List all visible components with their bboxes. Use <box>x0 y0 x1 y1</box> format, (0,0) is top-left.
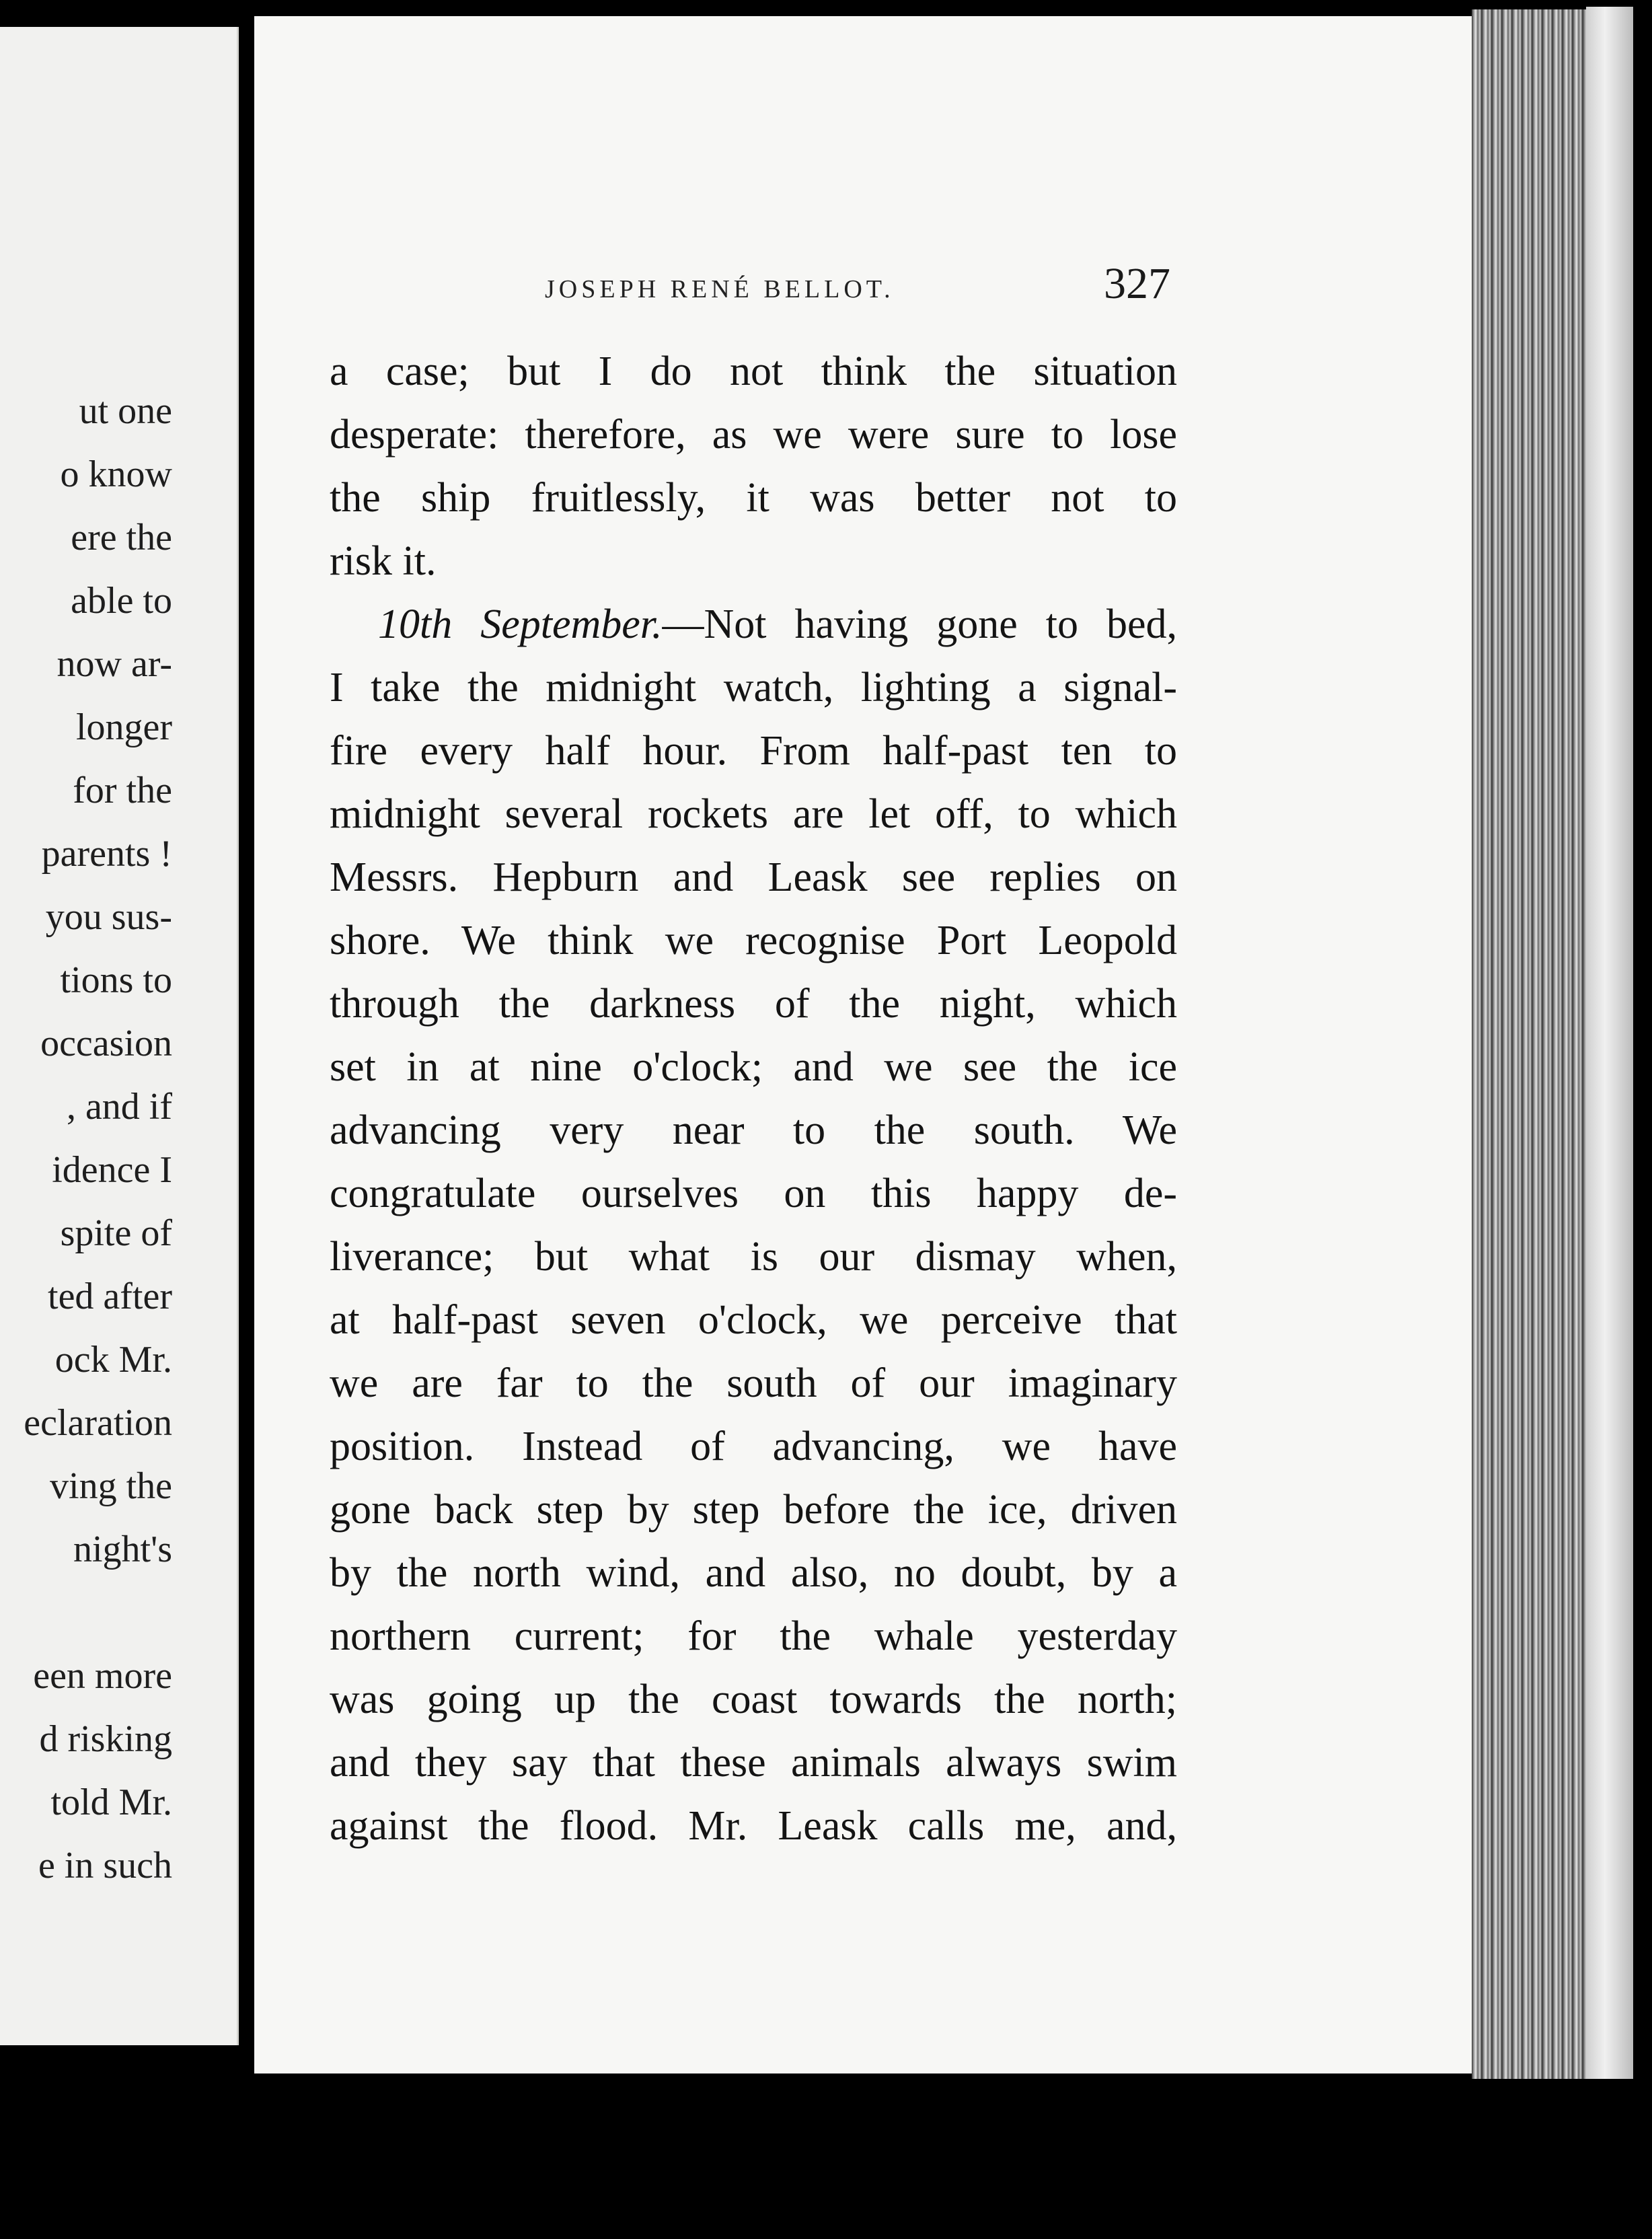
previous-page-line: o know <box>60 453 172 495</box>
previous-page-line: for the <box>73 770 172 811</box>
text-line: the ship fruitlessly, it was better not to <box>330 475 1177 521</box>
text-line: a case; but I do not think the situation <box>330 348 1177 394</box>
text-line: advancing very near to the south. We <box>330 1107 1177 1153</box>
previous-page-line: idence I <box>52 1149 172 1191</box>
previous-page-line: able to <box>71 580 172 622</box>
previous-page-line: tions to <box>60 959 172 1001</box>
body-text <box>330 340 1177 1858</box>
previous-page-line: now ar- <box>57 643 172 685</box>
text-line: congratulate ourselves on this happy de- <box>330 1171 1177 1216</box>
text-line: Messrs. Hepburn and Leask see replies on <box>330 854 1177 900</box>
text-line: by the north wind, and also, no doubt, by a <box>330 1550 1177 1596</box>
line-text: —Not having gone to bed, <box>662 601 1177 647</box>
book-cover-edge <box>1586 7 1633 2079</box>
previous-page-line: eclaration <box>24 1402 172 1444</box>
previous-page-line: ut one <box>79 390 172 432</box>
text-line: we are far to the south of our imaginary <box>330 1360 1177 1406</box>
text-line: shore. We think we recognise Port Leopold <box>330 918 1177 963</box>
text-line: through the darkness of the night, which <box>330 981 1177 1027</box>
text-line: at half-past seven o'clock, we perceive that <box>330 1297 1177 1343</box>
previous-page-line: longer <box>75 706 172 748</box>
text-line: position. Instead of advancing, we have <box>330 1424 1177 1469</box>
text-line: was going up the coast towards the north; <box>330 1677 1177 1722</box>
previous-page-text <box>0 379 172 1897</box>
previous-page-line: ere the <box>71 517 172 558</box>
running-head: JOSEPH RENÉ BELLOT. <box>545 275 895 303</box>
previous-page-line: occasion <box>40 1023 172 1064</box>
previous-page-fragment <box>0 27 239 2045</box>
text-line: northern current; for the whale yesterday <box>330 1613 1177 1659</box>
previous-page-line: spite of <box>60 1212 172 1254</box>
text-line: set in at nine o'clock; and we see the ice <box>330 1044 1177 1090</box>
text-line: risk it. <box>330 538 437 584</box>
text-line <box>330 593 1177 656</box>
text-line: fire every half hour. From half-past ten to <box>330 728 1177 774</box>
previous-page-line: ted after <box>48 1276 172 1317</box>
previous-page-line: d risking <box>39 1718 172 1760</box>
text-line: liverance; but what is our dismay when, <box>330 1234 1177 1280</box>
page-number: 327 <box>1104 259 1170 308</box>
previous-page-line: told Mr. <box>50 1782 172 1823</box>
book-fore-edge <box>1472 9 1586 2079</box>
previous-page-line: een more <box>33 1655 172 1697</box>
previous-page-line: , and if <box>66 1086 172 1128</box>
text-line: midnight several rockets are let off, to which <box>330 791 1177 837</box>
previous-page-line: parents ! <box>41 833 172 875</box>
previous-page-line: night's <box>73 1529 172 1570</box>
text-line: against the flood. Mr. Leask calls me, and, <box>330 1803 1177 1849</box>
text-line: I take the midnight watch, lighting a signal- <box>330 665 1177 710</box>
text-line: and they say that these animals always swim <box>330 1740 1177 1786</box>
previous-page-line: e in such <box>38 1845 172 1886</box>
page-header <box>525 259 1170 323</box>
text-line: desperate: therefore, as we were sure to lose <box>330 412 1177 457</box>
text-line: gone back step by step before the ice, driven <box>330 1487 1177 1533</box>
previous-page-line: ving the <box>50 1465 172 1507</box>
previous-page-line: you sus- <box>45 896 172 938</box>
entry-date: 10th September. <box>378 601 663 647</box>
previous-page-line <box>0 1581 172 1644</box>
previous-page-line: ock Mr. <box>54 1339 172 1381</box>
